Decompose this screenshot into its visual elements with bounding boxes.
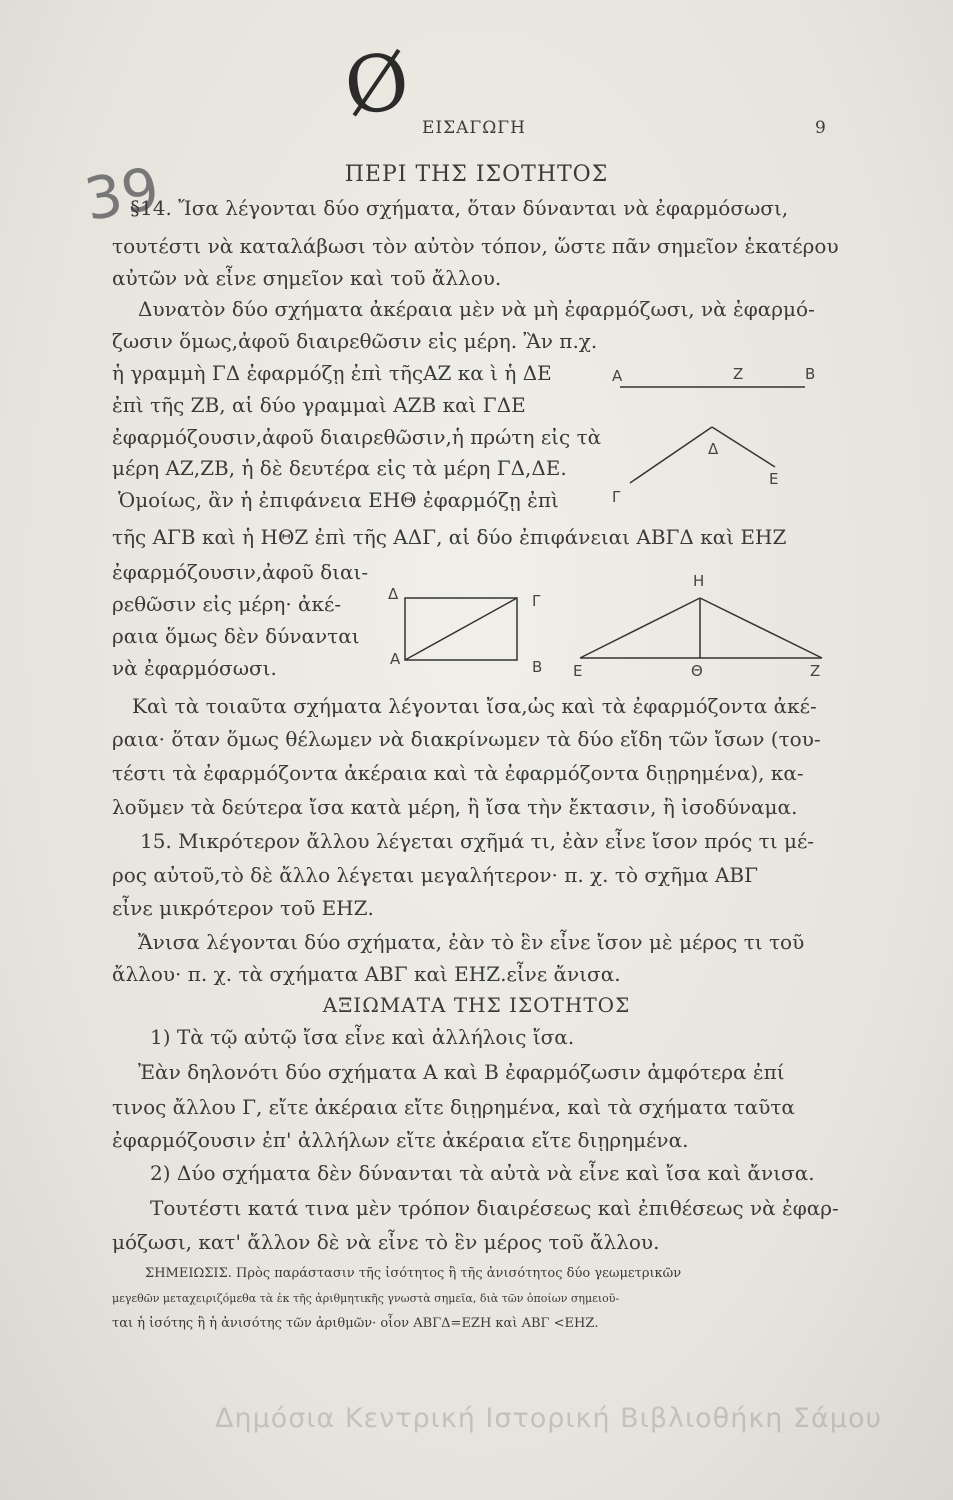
text-line: μόζωσι, κατ' ἄλλον δὲ νὰ εἶνε τὸ ἓν μέρος τοῦ ἄλλου.: [112, 1230, 660, 1254]
text-line: ἐπὶ τῆς ΖΒ, αἱ δύο γραμμαὶ ΑΖΒ καὶ ΓΔΕ: [112, 393, 526, 417]
label-H: Η: [693, 572, 705, 590]
text-line: Ὁμοίως, ἂν ἡ ἐπιφάνεια ΕΗΘ ἐφαρμόζῃ ἐπὶ: [118, 488, 559, 512]
text-line: ἄλλου· π. χ. τὰ σχήματα ΑΒΓ καὶ ΕΗΖ.εἶνε ἄνισα.: [112, 962, 621, 986]
text-line: Καὶ τὰ τοιαῦτα σχήματα λέγονται ἴσα,ὡς καὶ τὰ ἐφαρμόζοντα ἀκέ-: [132, 694, 817, 718]
text-line: τέστι τὰ ἐφαρμόζοντα ἀκέραια καὶ τὰ ἐφαρμόζοντα διῃρημένα), κα-: [112, 761, 804, 785]
figure-triangle: [560, 590, 860, 670]
page-number: 9: [815, 118, 827, 138]
text-line: νὰ ἐφαρμόσωσι.: [112, 656, 277, 680]
label-G: Γ: [612, 488, 621, 506]
text-line: Δυνατὸν δύο σχήματα ἀκέραια μὲν νὰ μὴ ἐφαρμόζωσι, νὰ ἐφαρμό-: [138, 297, 815, 321]
text-line: λοῦμεν τὰ δεύτερα ἴσα κατὰ μέρη, ἢ ἴσα τὴν ἔκτασιν, ἢ ἰσοδύναμα.: [112, 795, 798, 819]
label-Z: Ζ: [733, 365, 744, 383]
note-line: ΣΗΜΕΙΩΣΙΣ. Πρὸς παράστασιν τῆς ἰσότητος ἢ τῆς ἀνισότητος δύο γεωμετρικῶν: [145, 1266, 682, 1281]
text-line: μέρη ΑΖ,ΖΒ, ἡ δὲ δευτέρα εἰς τὰ μέρη ΓΔ,ΔΕ.: [112, 456, 567, 480]
text-line: τῆς ΑΓΒ καὶ ἡ ΗΘΖ ἐπὶ τῆς ΑΔΓ, αἱ δύο ἐπιφάνειαι ΑΒΓΔ καὶ ΕΗΖ: [112, 525, 787, 549]
note-line: μεγεθῶν μεταχειριζόμεθα τὰ ἐκ τῆς ἀριθμητικῆς γνωστὰ σημεῖα, διὰ τῶν ὁποίων σημειοῦ-: [112, 1292, 620, 1305]
label-D2: Δ: [388, 585, 399, 603]
text-line: 1) Τὰ τῷ αὐτῷ ἴσα εἶνε καὶ ἀλλήλοις ἴσα.: [150, 1025, 575, 1049]
label-B: Β: [805, 365, 816, 383]
text-line: ραια ὅμως δὲν δύνανται: [112, 624, 360, 648]
axioms-title: ΑΞΙΩΜΑΤΑ ΤΗΣ ΙΣΟΤΗΤΟΣ: [322, 993, 631, 1017]
handwritten-symbol: Ø: [339, 35, 415, 135]
label-E3: Ε: [573, 662, 583, 680]
text-line: Ἄνισα λέγονται δύο σχήματα, ἐὰν τὸ ἓν εἶνε ἴσον μὲ μέρος τι τοῦ: [138, 930, 805, 954]
text-line: ρος αὐτοῦ,τὸ δὲ ἄλλο λέγεται μεγαλήτερον· π. χ. τὸ σχῆμα ΑΒΓ: [112, 863, 758, 887]
label-Th: Θ: [691, 662, 703, 680]
section-title: ΠΕΡΙ ΤΗΣ ΙΣΟΤΗΤΟΣ: [344, 162, 609, 187]
text-line: τινος ἄλλου Γ, εἴτε ἀκέραια εἴτε διῃρημένα, καὶ τὰ σχήματα ταῦτα: [112, 1095, 795, 1119]
text-line: τουτέστι νὰ καταλάβωσι τὸν αὐτὸν τόπον, ὥστε πᾶν σημεῖον ἑκατέρου: [112, 234, 839, 258]
text-line: αὐτῶν νὰ εἶνε σημεῖον καὶ τοῦ ἄλλου.: [112, 266, 502, 290]
handwritten-number: 39: [79, 154, 165, 234]
text-line: ζωσιν ὅμως,ἀφοῦ διαιρεθῶσιν εἰς μέρη. Ἂν π.χ.: [112, 329, 598, 353]
note-line: ται ἡ ἰσότης ἢ ἡ ἀνισότης τῶν ἀριθμῶν· οἷον ΑΒΓΔ=ΕΖΗ καὶ ΑΒΓ <ΕΗΖ.: [112, 1316, 599, 1331]
text-line: εἶνε μικρότερον τοῦ ΕΗΖ.: [112, 896, 374, 920]
text-line: Ἐὰν δηλονότι δύο σχήματα Α καὶ Β ἐφαρμόζωσιν ἀμφότερα ἐπί: [138, 1060, 785, 1084]
library-watermark: Δημόσια Κεντρική Ιστορική Βιβλιοθήκη Σάμου: [215, 1403, 883, 1434]
text-line: ἐφαρμόζουσιν,ἀφοῦ διαιρεθῶσιν,ἡ πρώτη εἰς τὰ: [112, 425, 602, 449]
running-header: ΕΙΣΑΓΩΓΗ: [422, 118, 526, 138]
text-line: ρεθῶσιν εἰς μέρη· ἀκέ-: [112, 592, 342, 616]
label-G2: Γ: [532, 592, 541, 610]
figure-rectangle: [395, 590, 535, 670]
text-line: Τουτέστι κατά τινα μὲν τρόπον διαιρέσεως καὶ ἐπιθέσεως νὰ ἐφαρ-: [150, 1196, 839, 1220]
text-line: ἐφαρμόζουσιν,ἀφοῦ διαι-: [112, 560, 369, 584]
text-line: ἡ γραμμὴ ΓΔ ἐφαρμόζῃ ἐπὶ τῆςΑΖ κα ὶ ἡ ΔΕ: [112, 361, 552, 385]
label-E: Ε: [769, 470, 779, 488]
label-A: Α: [612, 367, 623, 385]
label-B2: Β: [532, 658, 543, 676]
text-line: 15. Μικρότερον ἄλλου λέγεται σχῆμά τι, ἐὰν εἶνε ἴσον πρός τι μέ-: [140, 829, 815, 853]
label-A2: Α: [390, 650, 401, 668]
label-Z3: Ζ: [810, 662, 821, 680]
text-line: ἐφαρμόζουσιν ἐπ' ἀλλήλων εἴτε ἀκέραια εἴτε διῃρημένα.: [112, 1128, 689, 1152]
text-line: 2) Δύο σχήματα δὲν δύνανται τὰ αὐτὰ νὰ εἶνε καὶ ἴσα καὶ ἄνισα.: [150, 1161, 815, 1185]
text-line: §14. Ἴσα λέγονται δύο σχήματα, ὅταν δύνανται νὰ ἐφαρμόσωσι,: [130, 196, 789, 220]
text-line: ραια· ὅταν ὅμως θέλωμεν νὰ διακρίνωμεν τὰ δύο εἴδη τῶν ἴσων (του-: [112, 727, 821, 751]
label-D: Δ: [708, 440, 719, 458]
